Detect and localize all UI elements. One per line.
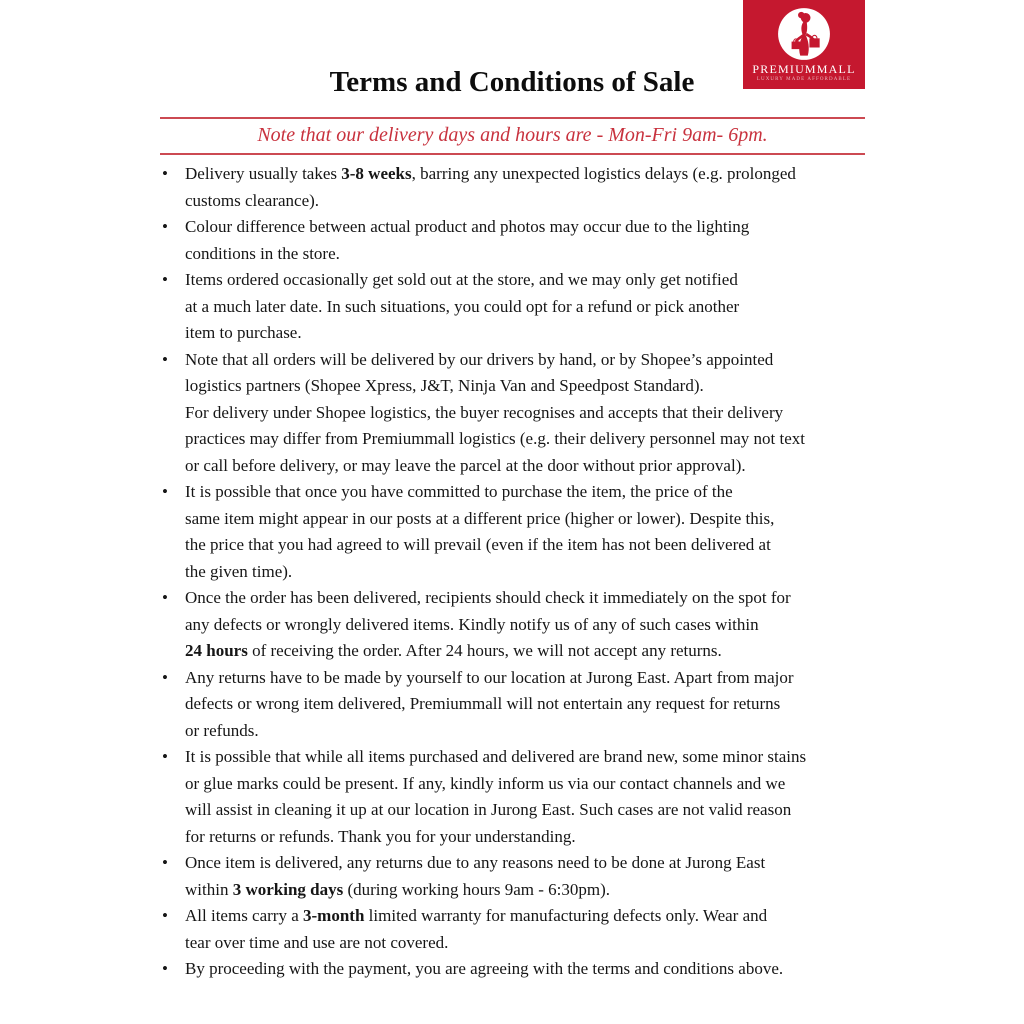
bullet-text: Once the order has been delivered, recipients should check it immediately on the spot for any defects or wrongly delivered items. Kindly notify us of any of such cases within 24 hours of receiving the order. After 24 hours, we will not accept any returns. (185, 588, 791, 660)
bullet-marker-icon: • (162, 667, 168, 687)
terms-bullet-item (160, 744, 870, 850)
bullet-marker-icon: • (162, 588, 168, 607)
bullet-text: All items carry a 3-month limited warranty for manufacturing defects only. Wear and tear over time and use are not covered. (185, 906, 768, 952)
bullet-text: It is possible that while all items purchased and delivered are brand new, some minor stains or glue marks could be present. If any, kindly inform us via our contact channels and we will assist in cleaning it up at our location in Jurong East. Such cases are not valid reason for returns or refunds. Thank you for your understanding. (185, 747, 807, 846)
bullet-text: It is possible that once you have committed to purchase the item, the price of the same item might appear in our posts at a different price (higher or lower). Despite this, the price that you had agreed to will prevail (even if the item has not been delivered at the given time). (185, 482, 775, 581)
terms-bullet-item (160, 347, 870, 480)
bullet-marker-icon: • (162, 747, 168, 766)
terms-bullet-item (160, 161, 870, 214)
terms-section (160, 161, 870, 983)
bullet-text: Items ordered occasionally get sold out at the store, and we may only get notified at a much later date. In such situations, you could opt for a refund or pick another item to purchase. (185, 270, 740, 342)
delivery-note-banner (160, 117, 865, 155)
delivery-note-text: Note that our delivery days and hours are - Mon-Fri 9am- 6pm. (257, 124, 768, 146)
bullet-marker-icon: • (162, 349, 168, 369)
terms-bullet-item (160, 585, 870, 665)
terms-list (160, 161, 870, 983)
page-title: Terms and Conditions of Sale (329, 66, 695, 98)
logo-brand-name: PREMIUMMALL (752, 62, 856, 76)
bullet-marker-icon: • (162, 270, 168, 289)
bullet-marker-icon: • (162, 853, 168, 872)
bullet-marker-icon: • (162, 164, 168, 183)
bullet-marker-icon: • (162, 959, 168, 978)
bullet-text: Once item is delivered, any returns due to any reasons need to be done at Jurong East within 3 working days (during working hours 9am - 6:30pm). (185, 853, 766, 899)
terms-bullet-item (160, 665, 870, 745)
terms-bullet-item (160, 267, 870, 347)
terms-bullet-item (160, 956, 870, 983)
bullet-text: Note that all orders will be delivered by our drivers by hand, or by Shopee’s appointed logistics partners (Shopee Xpress, J&T, Ninja Van and Speedpost Standard). For delivery under Shopee logistics, the buyer recognises and accepts that their delivery practices may differ from Premiummall logistics (e.g. their delivery personnel may not text or call before delivery, or may leave the parcel at the door without prior approval). (185, 349, 806, 475)
bullet-text: Any returns have to be made by yourself to our location at Jurong East. Apart from major defects or wrong item delivered, Premiummall will not entertain any request for returns or refunds. (185, 667, 794, 740)
terms-bullet-item (160, 903, 870, 956)
terms-bullet-item (160, 850, 870, 903)
logo-tagline: LUXURY MADE AFFORDABLE (756, 77, 852, 82)
bullet-marker-icon: • (162, 217, 168, 236)
bullet-text: By proceeding with the payment, you are agreeing with the terms and conditions above. (185, 959, 784, 978)
bullet-marker-icon: • (162, 482, 168, 501)
terms-bullet-item (160, 214, 870, 267)
bullet-marker-icon: • (162, 906, 168, 925)
bullet-text: Delivery usually takes 3-8 weeks, barring any unexpected logistics delays (e.g. prolonged customs clearance). (185, 164, 796, 210)
woman-with-shopping-bags-icon (777, 7, 831, 61)
terms-bullet-item (160, 479, 870, 585)
bullet-text: Colour difference between actual product and photos may occur due to the lighting conditions in the store. (185, 217, 750, 263)
